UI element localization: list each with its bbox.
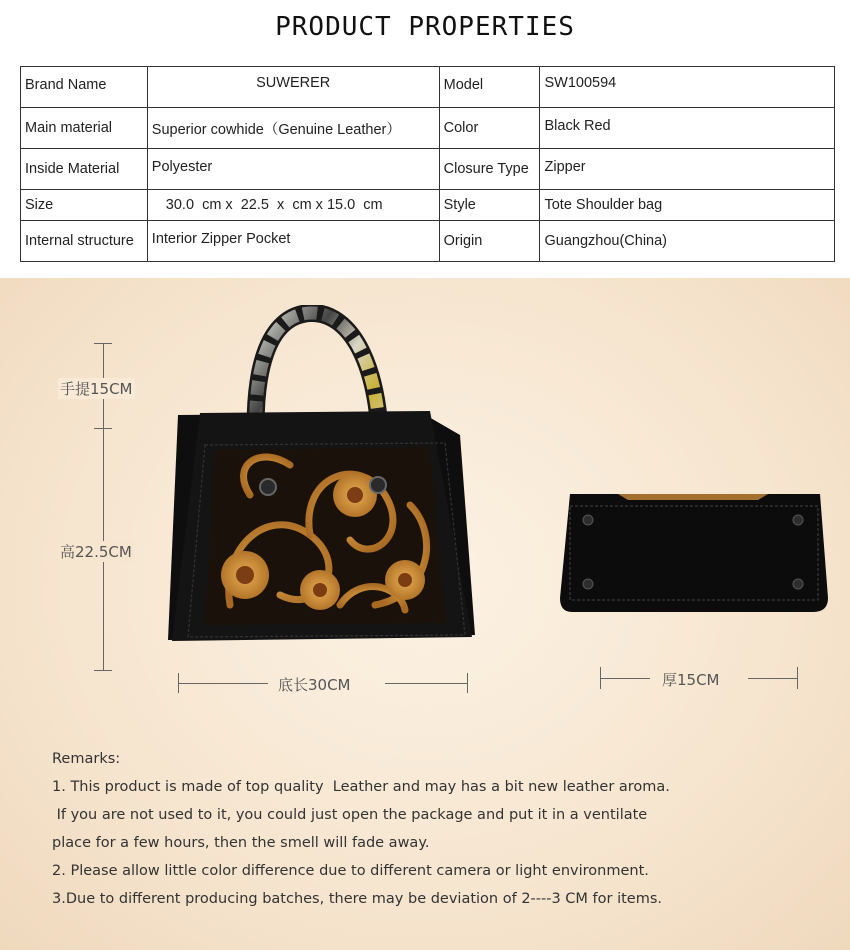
property-label: Style [439,190,540,221]
properties-table [20,66,835,262]
remark-line: 2. Please allow little color difference due to different camera or light environment. [52,863,649,879]
property-label: Size [21,190,148,221]
handbag-bottom-view [558,488,830,616]
measure-tick [178,673,179,693]
measure-tick [797,667,798,689]
bag-height-label: 高22.5CM [60,543,132,561]
property-label: Color [439,108,540,149]
property-value: Interior Zipper Pocket [147,221,439,262]
properties-section [0,0,850,278]
property-label: Origin [439,221,540,262]
measure-tick [600,667,601,689]
bag-length-label: 底长30CM [278,676,351,694]
property-value: Tote Shoulder bag [540,190,835,221]
table-row [21,221,835,262]
page-title: PRODUCT PROPERTIES [275,12,575,42]
property-label: Main material [21,108,148,149]
remark-line: 1. This product is made of top quality Leather and may has a bit new leather aroma. [52,779,670,795]
property-value: SW100594 [540,67,835,108]
remark-line: 3.Due to different producing batches, there may be deviation of 2----3 CM for items. [52,891,663,907]
property-value: Guangzhou(China) [540,221,835,262]
bag-thickness-label: 厚15CM [662,671,720,689]
handbag-front-view [160,305,485,650]
property-label: Internal structure [21,221,148,262]
property-value: Superior cowhide（Genuine Leather） [147,108,439,149]
property-value: Black Red [540,108,835,149]
length-measure-line [178,683,268,684]
remark-line: If you are not used to it, you could just open the package and put it in a ventilate [52,807,648,823]
handle-height-label: 手提15CM [60,380,133,398]
property-label: Inside Material [21,149,148,190]
property-label: Model [439,67,540,108]
table-row [21,67,835,108]
remarks-block [52,745,670,913]
property-value: SUWERER [147,67,439,108]
thickness-measure-line [600,678,650,679]
remark-line: place for a few hours, then the smell will fade away. [52,835,430,851]
measure-tick [94,670,112,671]
property-value: Polyester [147,149,439,190]
length-measure-line [385,683,467,684]
table-row [21,190,835,221]
table-row [21,149,835,190]
measure-tick [467,673,468,693]
property-label: Brand Name [21,67,148,108]
thickness-measure-line [748,678,797,679]
property-value: 30.0 cm x 22.5 x cm x 15.0 cm [147,190,439,221]
measure-tick [94,343,112,344]
property-label: Closure Type [439,149,540,190]
property-value: Zipper [540,149,835,190]
remarks-heading: Remarks: [52,751,121,767]
table-row [21,108,835,149]
measure-tick [94,428,112,429]
